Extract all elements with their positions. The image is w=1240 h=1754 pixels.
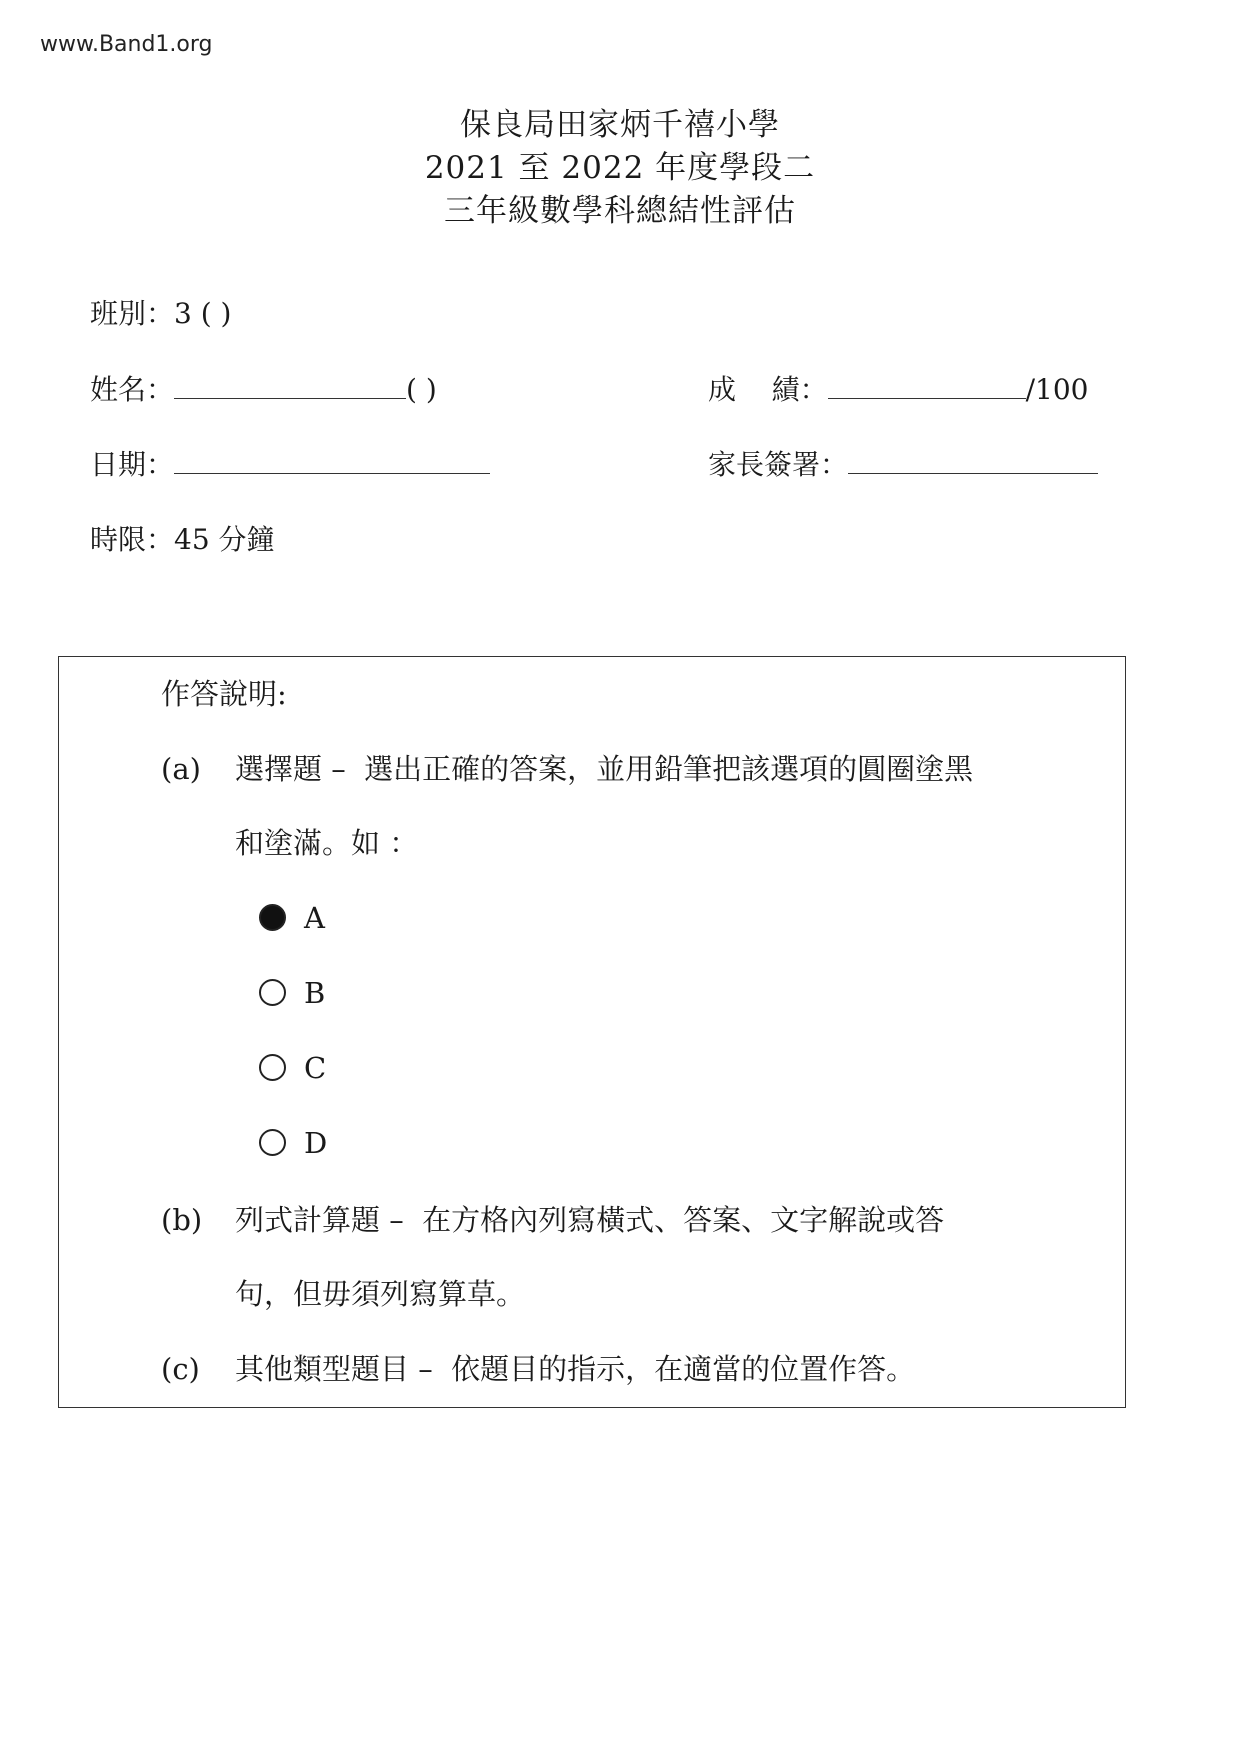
option-letter: D	[304, 1126, 328, 1160]
instructions-box	[58, 656, 1126, 1408]
example-option-a	[259, 898, 325, 938]
empty-circle-icon	[259, 979, 286, 1006]
option-letter: C	[304, 1051, 327, 1085]
class-number-paren: ( )	[406, 373, 437, 406]
signature-label: 家長簽署：	[708, 448, 849, 481]
example-option-b	[259, 973, 325, 1013]
instruction-b-label: (b)	[161, 1203, 203, 1237]
time-value: 45 分鐘	[174, 523, 275, 556]
empty-circle-icon	[259, 1129, 286, 1156]
school-term: 2021 至 2022 年度學段二	[424, 150, 816, 186]
date-blank[interactable]	[174, 447, 490, 474]
instructions-title: 作答說明:	[161, 677, 287, 711]
name-blank[interactable]	[174, 372, 406, 399]
class-field	[90, 296, 231, 332]
time-label: 時限：	[90, 523, 175, 556]
document-header	[0, 104, 1240, 233]
instruction-b-line1	[161, 1200, 944, 1240]
date-field	[90, 447, 490, 483]
exam-title: 三年級數學科總結性評估	[444, 193, 796, 229]
website-watermark[interactable]: www.Band1.org	[40, 32, 213, 57]
instruction-a-text: 選擇題 – 選出正確的答案，並用鉛筆把該選項的圓圈塗黑	[235, 752, 974, 786]
score-blank[interactable]	[828, 372, 1026, 399]
instruction-a-label: (a)	[161, 752, 201, 786]
example-option-d	[259, 1123, 327, 1163]
instruction-a-line1	[161, 749, 973, 789]
instruction-c-text: 其他類型題目 – 依題目的指示，在適當的位置作答。	[235, 1352, 916, 1386]
name-field	[90, 372, 437, 408]
filled-circle-icon	[259, 904, 286, 931]
signature-field	[708, 447, 1098, 483]
signature-blank[interactable]	[848, 447, 1098, 474]
date-label: 日期：	[90, 448, 175, 481]
score-label: 成 績：	[708, 373, 828, 406]
school-name: 保良局田家炳千禧小學	[460, 107, 780, 143]
score-total: /100	[1025, 373, 1089, 406]
option-letter: B	[304, 976, 326, 1010]
instruction-c-label: (c)	[161, 1352, 200, 1386]
class-value: 3 ( )	[174, 297, 232, 330]
example-option-c	[259, 1048, 326, 1088]
instruction-c-line	[161, 1349, 915, 1389]
empty-circle-icon	[259, 1054, 286, 1081]
class-label: 班別：	[90, 297, 175, 330]
time-field	[90, 522, 275, 558]
option-letter: A	[304, 901, 325, 935]
score-field	[708, 372, 1089, 408]
instruction-b-text: 列式計算題 – 在方格內列寫橫式、答案、文字解說或答	[235, 1203, 945, 1237]
name-label: 姓名：	[90, 373, 175, 406]
instruction-b-line2: 句，但毋須列寫算草。	[235, 1277, 526, 1311]
instruction-a-line2: 和塗滿。如 ：	[235, 826, 419, 860]
